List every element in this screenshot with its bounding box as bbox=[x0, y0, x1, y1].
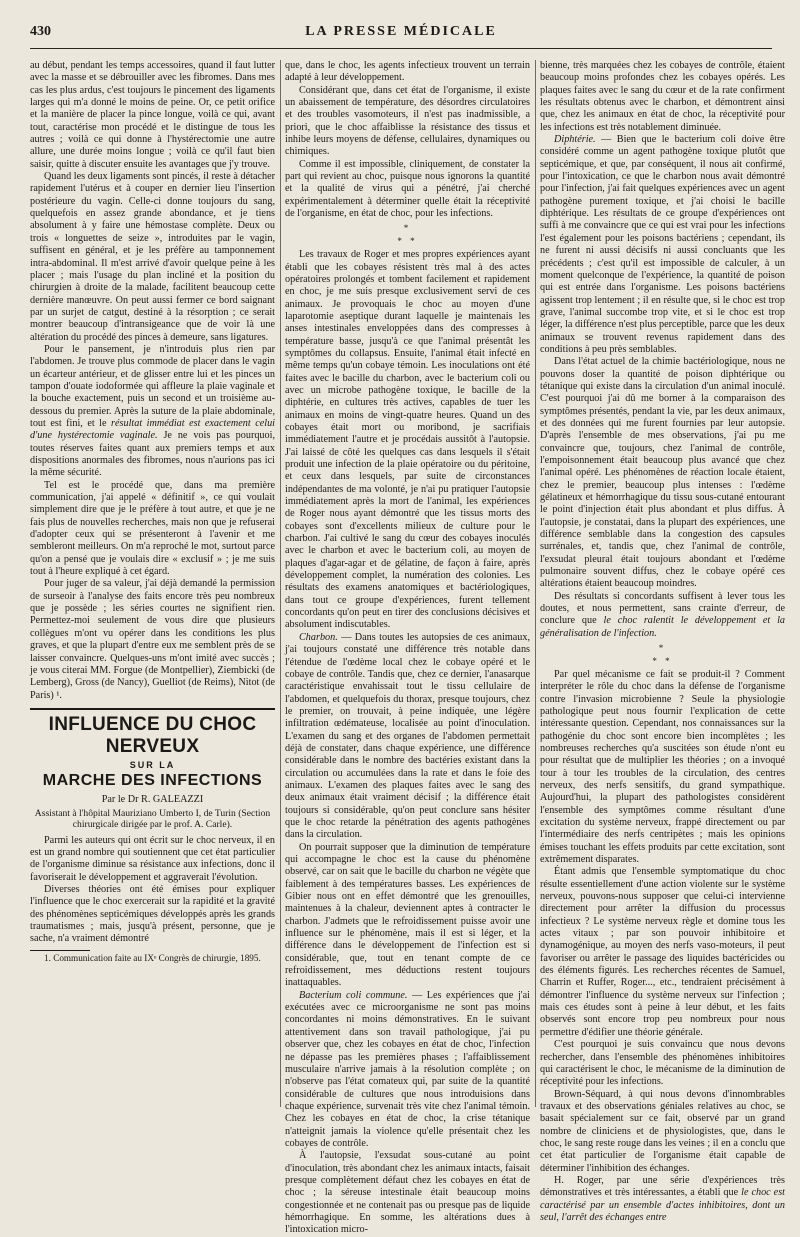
italic-text: le choc ralentit le développement et la généralisation de l'infection. bbox=[540, 615, 786, 639]
text: H. Roger, par une série d'expériences très démonstratives et très intéressantes, a établi que bbox=[540, 1174, 785, 1199]
paragraph: bienne, très marquées chez les cobayes de contrôle, étaient beaucoup moins profondes chez les cobayes opérés. Les plaques faites avec le sang du cœur et de la rate confirment les résultats obtenus avec le charbon, et démontrent ainsi que, chez les animaux en état de choc, la réceptivité pour les infections est très notablement diminuée. bbox=[540, 60, 785, 133]
footnote-rule bbox=[30, 950, 90, 951]
paragraph bbox=[540, 134, 785, 356]
paragraph: On pourrait supposer que la diminution de température qui accompagne le choc est la cause du phénomène observé, car on sait que le bacille du charbon ne végète que faiblement à des températures basses. Les expériences de Gibier nous ont en effet démontré que les grenouilles, maintenues à la chaleur, deviennent aptes à contracter le charbon. J'admets que le refroidissement puisse avoir une influence sur le phénomène, mais il est si léger, et la différence dans le développement de l'infection est si considérable, que, tout en tenant compte de ce refroidissement, mes déductions restent toujours inattaquables. bbox=[285, 841, 530, 989]
paragraph bbox=[540, 591, 785, 640]
paragraph: Étant admis que l'ensemble symptomatique du choc résulte essentiellement d'une action violente sur le système nerveux, pouvons-nous supposer que celui-ci intervienne directement pour arrêter la diffusion du processus infectieux ? Le système nerveux règle et domine tous les actes vitaux ; par son pouvoir inhibitoire et dynamogénique, au moyen des nerfs vaso-moteurs, il peut favoriser ou arrêter le passage des liquides bactéricides ou des éléments figurés. Les recherches récentes de Samuel, Charrin et Ruffer, Roger..., etc., tendraient précisément à démontrer l'influence du système nerveux sur l'infection ; mais ces études sont à peine à leur début, et les faits observés sont encore trop peu nombreux pour nous permettre d'édifier une théorie générale. bbox=[540, 866, 785, 1038]
text: — Les expériences que j'ai exécutées avec ce microorganisme ne sont pas moins concordantes ni moins démonstratives. En le suivant attentivement dans son travail pathologique, j'ai pu observer que, chez les cobayes en état de choc, l'infection ne dépasse pas les premières phases ; l'affaiblissement musculaire n'arrive jamais à la résolution complète ; on n'observe pas l'état comateux qui, par suite de la quantité considérable de cultures que nous introduisions dans chaque expérience, survenait très vite chez l'animal témoin. Chez les cobayes en état de choc, la crise tétanique n'atteignit jamais la violence qu'elle présentait chez les cobayes de contrôle. bbox=[285, 989, 530, 1149]
paragraph bbox=[540, 1175, 785, 1224]
heading-rule bbox=[30, 708, 275, 710]
text: Je ne vois pas pourquoi, toutes réserves faites quant aux premiers temps et aux dispositions anormales des fibromes, nous n'aurions pas ici la même sécurité. bbox=[30, 430, 276, 479]
section-stars: * * * bbox=[397, 223, 418, 246]
journal-title: LA PRESSE MÉDICALE bbox=[305, 24, 497, 39]
article-heading bbox=[30, 708, 275, 831]
paragraph: au début, pendant les temps accessoires, quand il faut lutter avec la masse et se débrouiller avec les fibromes. Dans mes cas les plus ardus, c'est toujours le pincement des ligaments larges qui m'a donné le moins de peine. Or, ce petit orifice et la manière de placer la pince longue, voilà ce qui, avant tout, caractérise mon procédé et le distingue de tous les autres ; voilà ce qui donne à l'hystérectomie une autre allure, une durée moins longue ; voilà ce qu'il faut bien saisir, quitte à discuter ensuite les avantages que j'y trouve. bbox=[30, 60, 275, 170]
text: Pour le pansement, je n'introduis plus rien par l'abdomen. Je trouve plus commode de placer dans le vagin un écarteur antérieur, et de glisser entre lui et les pinces un tampon d'ouate iodoformée qui affleure la plaie vaginale et la bouche exactement, puis un second et un troisième au-dessous du premier. Après la suture de la plaie abdominale, tout est fini, et le bbox=[30, 343, 275, 429]
section-label: Charbon. bbox=[299, 631, 338, 643]
article-title-line1: INFLUENCE DU CHOC NERVEUX bbox=[48, 713, 257, 757]
column-divider bbox=[280, 60, 281, 1107]
text: — Dans toutes les autopsies de ces animaux, j'ai toujours constaté une différence très notable dans l'étendue de l'œdème local chez le cobaye opéré et le cobaye de contrôle. Tandis que, chez ce dernier, l'anasarque caractéristique envahissait tout le tissu cellulaire de l'abdomen, et quelquefois du thorax, presque toujours, chez le premier, on trouvait, à peine indiquée, une légère infiltration œdémateuse, localisée au point d'inoculation. L'examen du sang et des organes de l'abdomen permettait déjà de constater, dans chaque expérience, une différence considérable dans le nombre des bactéries existant dans la circulation ou accumulées dans la rate et dans le foie des animaux. L'examen des plaques faites avec le sang des deux animaux était vraiment décisif ; la différence était toujours si considérable, qu'on peut conclure sans hésiter que le choc retarde la pénétration des agents pathogènes dans la circulation. bbox=[285, 631, 531, 841]
paragraph: que, dans le choc, les agents infectieux trouvent un terrain adapté à leur développement. bbox=[285, 60, 530, 84]
column-divider bbox=[535, 60, 536, 1107]
paragraph: Brown-Séquard, à qui nous devons d'innombrables travaux et des observations géniales relatives au choc, se basait spécialement sur ce fait, observé par un grand nombre de cliniciens et de physiologistes, que, dans le choc, le sang reste rouge dans les veines ; il en a conclu que cet état particulier de l'organisme était capable de déterminer l'inhibition des échanges. bbox=[540, 1088, 785, 1174]
page-header bbox=[30, 20, 772, 49]
column-left bbox=[30, 60, 275, 1109]
paragraph: À l'autopsie, l'exsudat sous-cutané au point d'inoculation, très abondant chez les animaux intacts, faisait presque complètement défaut chez les cobayes en état de choc ; la séreuse intestinale était beaucoup moins congestionnée et ne contenait pas ou presque pas de liquide hémorrhagique. En somme, les altérations dues à l'intoxication micro- bbox=[285, 1150, 530, 1236]
section-label: Bacterium coli commune. bbox=[299, 989, 408, 1001]
paragraph: Les travaux de Roger et mes propres expériences ayant établi que les cobayes résistent très mal à des actes opératoires prolongés et tombent facilement et rapidement en choc, je me suis presque exclusivement servi de ces animaux. Je provoquais le choc au moyen d'une laparotomie aseptique durant laquelle je maintenais les anses intestinales enveloppées dans des compresses à température basse, jusqu'à ce que l'animal présentât les symptômes du collapsus. Ensuite, l'animal était infecté en même temps qu'un cobaye témoin. Les inoculations ont été faites avec le bacille du charbon, avec le bacterium coli ou avec un microbe pathogène toxique, le bacille de la diphtérie, en cultures très actives, capables de tuer les animaux en moins de vingt-quatre heures. Quand un des cobayes était mort ou moribond, je sacrifiais immédiatement l'autre et je procédais aussitôt à l'autopsie. J'ai laissé de côté les quelques cas dans lesquels il s'était produit une infection de la plaie opératoire ou du péritoine, et ceux dans lesquels, par suite de circonstances indépendantes de ma volonté, je n'ai pu pratiquer l'autopsie immédiatement après la mort de l'animal, les expériences de Roger nous ayant démontré que les tissus morts des cobayes sont d'excellents milieux de culture pour le charbon. J'ai cultivé le sang du cœur des cobayes inoculés avec le charbon et avec le bacterium coli, au moyen de plaques d'agar-agar et de gélatine, de façon à faire, après développement complet, la numération des colonies. Les résultats des examens anatomiques et bactériologiques, dans tout ce groupe d'expériences, furent tellement concordants qu'on peut en tirer des conclusions décisives et absolument indiscutables. bbox=[285, 249, 530, 631]
article-title-line2: MARCHE DES INFECTIONS bbox=[42, 772, 263, 790]
paragraph: C'est pourquoi je suis convaincu que nous devons rechercher, dans l'ensemble des phénomènes inhibitoires qui caractérisent le choc, le mécanisme de la diminution de réceptivité pour les infections. bbox=[540, 1039, 785, 1088]
column-right bbox=[540, 60, 786, 1223]
italic-text: résultat immédiat est exactement celui d'une hystérectomie vaginale. bbox=[30, 417, 275, 442]
column-middle bbox=[285, 60, 531, 1236]
footnote: 1. Communication faite au IXᵉ Congrès de chirurgie, 1895. bbox=[44, 952, 261, 963]
paragraph: Parmi les auteurs qui ont écrit sur le choc nerveux, il en est un grand nombre qui soutiennent que cet état particulier de l'organisme diminue sa résistance aux infections, donc il favoriserait le développement et aggraverait l'évolution. bbox=[30, 834, 275, 883]
section-label: Diphtérie. bbox=[554, 134, 596, 146]
paragraph: Quand les deux ligaments sont pincés, il reste à détacher rapidement l'utérus et à couper en dernier lieu l'insertion postérieure du vagin. Celle-ci donne toujours du sang, quelquefois en assez grande abondance, et je tiens absolument à y faire une hémostase complète. Deux ou trois « longuettes de seize », introduites par le vagin, suffisent en général, et je les préfère au tamponnement intra-abdominal. Il m'est arrivé d'avoir quelque peine à les placer ; mais l'usage du plan incliné et la position du chirurgien à droite de la malade, facilitent beaucoup cette dernière manœuvre. On peut aussi fermer ce bord saignant par un surjet de catgut, destiné à la résorption ; ce serait montrer beaucoup d'intransigeance que de voir là une altération du procédé des pinces à demeure, sans ligatures. bbox=[30, 171, 275, 343]
paragraph: Par quel mécanisme ce fait se produit-il ? Comment interpréter le rôle du choc dans la défense de l'organisme contre l'invasion microbienne ? Seule la physiologie pathologique peut nous fournir l'explication de cette intéressante question. Cependant, nos connaissances sur la pathogénie du choc sont encore bien incomplètes ; les nombreuses recherches qu'a suscitées son étude n'ont eu pour résultat que de multiplier les théories ; on a invoqué tour à tour les troubles de la circulation, des centres nerveux, des nerfs sensitifs, du grand sympathique. Aujourd'hui, la plupart des pathologistes considèrent l'ensemble des symptômes comme résultant d'une excitation du système nerveux, frappé directement ou par l'intermédiaire des nerfs centripètes ; mais les opinions émises touchant les effets produits par cette excitation, sont extrêmement disparates. bbox=[540, 668, 785, 865]
paragraph: Pour juger de sa valeur, j'ai déjà demandé la permission de surseoir à l'analyse des faits encore très peu nombreux que je possède ; les séries courtes ne signifient rien. Permettez-moi seulement de vous dire que plusieurs collègues m'ont vu opérer dans les conditions les plus graves, et que la plupart d'entre eux me semblent près de se laisser convaincre. Quelques-uns m'ont imité avec succès ; je vous citerai MM. Forgue (de Montpellier), Ziembicki (de Lemberg), Gross (de Nancy), Guelliot (de Reims), Nitot (de Paris) ¹. bbox=[30, 578, 275, 701]
paragraph: Diverses théories ont été émises pour expliquer l'influence que le choc exercerait sur la rapidité et la gravité des phénomènes septicémiques développés après les grands traumatismes ; mais, jusqu'à présent, personne, que je sache, n'a vraiment démontré bbox=[30, 883, 275, 945]
paragraph bbox=[285, 990, 530, 1150]
section-stars: * * * bbox=[652, 643, 673, 666]
paragraph: Considérant que, dans cet état de l'organisme, il existe un abaissement de température, des désordres circulatoires et des troubles vasomoteurs, il n'est pas inadmissible, a priori, que le choc affaiblisse la résistance des tissus et inhibe leurs moyens de défense, cellulaires, dynamiques ou chimiques. bbox=[285, 84, 530, 158]
italic-text: le choc est caractérisé par un ensemble d'actes inhibitoires, dont un seul, l'arrêt des échanges entre bbox=[540, 1187, 786, 1223]
paragraph: Tel est le procédé que, dans ma première communication, j'ai appelé « définitif », ce qui voulait simplement dire que je le préfère à tout autre, et que je ne fais plus de nouvelles recherches, mais non que je refuserai d'adopter ceux qui se présenteront à l'avenir et me sembleront meilleurs. On m'a reproché le mot, surtout parce qu'on a pensé que je voulais dire « exclusif » ; je me suis tout à l'heure expliqué à cet égard. bbox=[30, 479, 275, 578]
paragraph: Dans l'état actuel de la chimie bactériologique, nous ne pouvons doser la quantité de poison diphtérique ou tétanique qui existe dans la circulation d'un animal inoculé. C'est pourquoi j'ai dû me borner à la comparaison des symptômes présentés, pendant la vie, par les deux animaux, et des données qui me furent fournies par leur autopsie. D'après l'ensemble de mes observations, j'ai pu me convaincre que, toujours, chez l'animal de contrôle, l'empoisonnement était beaucoup plus avancé que chez l'animal opéré. Les phénomènes de réaction locale étaient, chez le premier, beaucoup plus intenses : l'œdème gélatineux et hémorrhagique du tissu sous-cutané entourant le point d'injection était plus abondant et plus diffus. À l'autopsie, je constatai, dans la plupart des expériences, une différence semblable dans la congestion des capsules surrénales, et, tandis que, chez l'animal de contrôle, l'exsudat pleural était toujours abondant et l'œdème pulmonaire souvent diffus, chez le cobaye opéré ces altérations étaient beaucoup moindres. bbox=[540, 356, 785, 590]
text: Des résultats si concordants suffisent à lever tous les doutes, et nous permettent, sans crainte d'erreur, de conclure que bbox=[540, 590, 785, 627]
paragraph bbox=[30, 344, 275, 480]
paragraph: Comme il est impossible, cliniquement, de constater la part qui revient au choc, puisque nous ignorons la quantité et la qualité de virus qui a pénétré, j'ai cherché expérimentalement à déterminer quelle était la réceptivité de l'organisme, en état de choc, pour les infections. bbox=[285, 158, 530, 220]
paragraph bbox=[285, 632, 530, 842]
author-affiliation: Assistant à l'hôpital Mauriziano Umberto I, de Turin (Section chirurgicale dirigée par le prof. A. Carle). bbox=[34, 807, 271, 831]
article-title-connector: SUR LA bbox=[129, 759, 176, 770]
text: — Bien que le bacterium coli doive être considéré comme un agent pathogène toxique plutôt que septicémique, et que, par conséquent, il nous ait confirmé, pour l'intoxication, ce que le charbon nous avait démontré pour l'infection, j'ai fait quelques expériences avec un agent pathogène purement toxique, et j'ai choisi le bacille diphtérique. Les résultats de ce groupe d'expériences ont suffi à me convaincre que ce qui est vrai pour les infections l'est également pour les poisons bactériens ; cependant, ils ne furent ni aussi décisifs ni aussi concluants que les précédents ; c'est qu'il est impossible de calculer, à un moment quelconque de l'expérience, la quantité de poison qui est entrée dans l'organisme. Les poisons bactériens agissent trop lentement ; il en résulte que, si le choc est trop grave, l'animal succombe trop vite, et si le choc est trop léger, la différence n'est plus perceptible, parce que les deux animaux se trouvent revenus rapidement dans des conditions à peu près semblables. bbox=[540, 134, 785, 355]
article-byline: Par le Dr R. GALEAZZI bbox=[101, 794, 204, 806]
page-number: 430 bbox=[30, 24, 51, 39]
